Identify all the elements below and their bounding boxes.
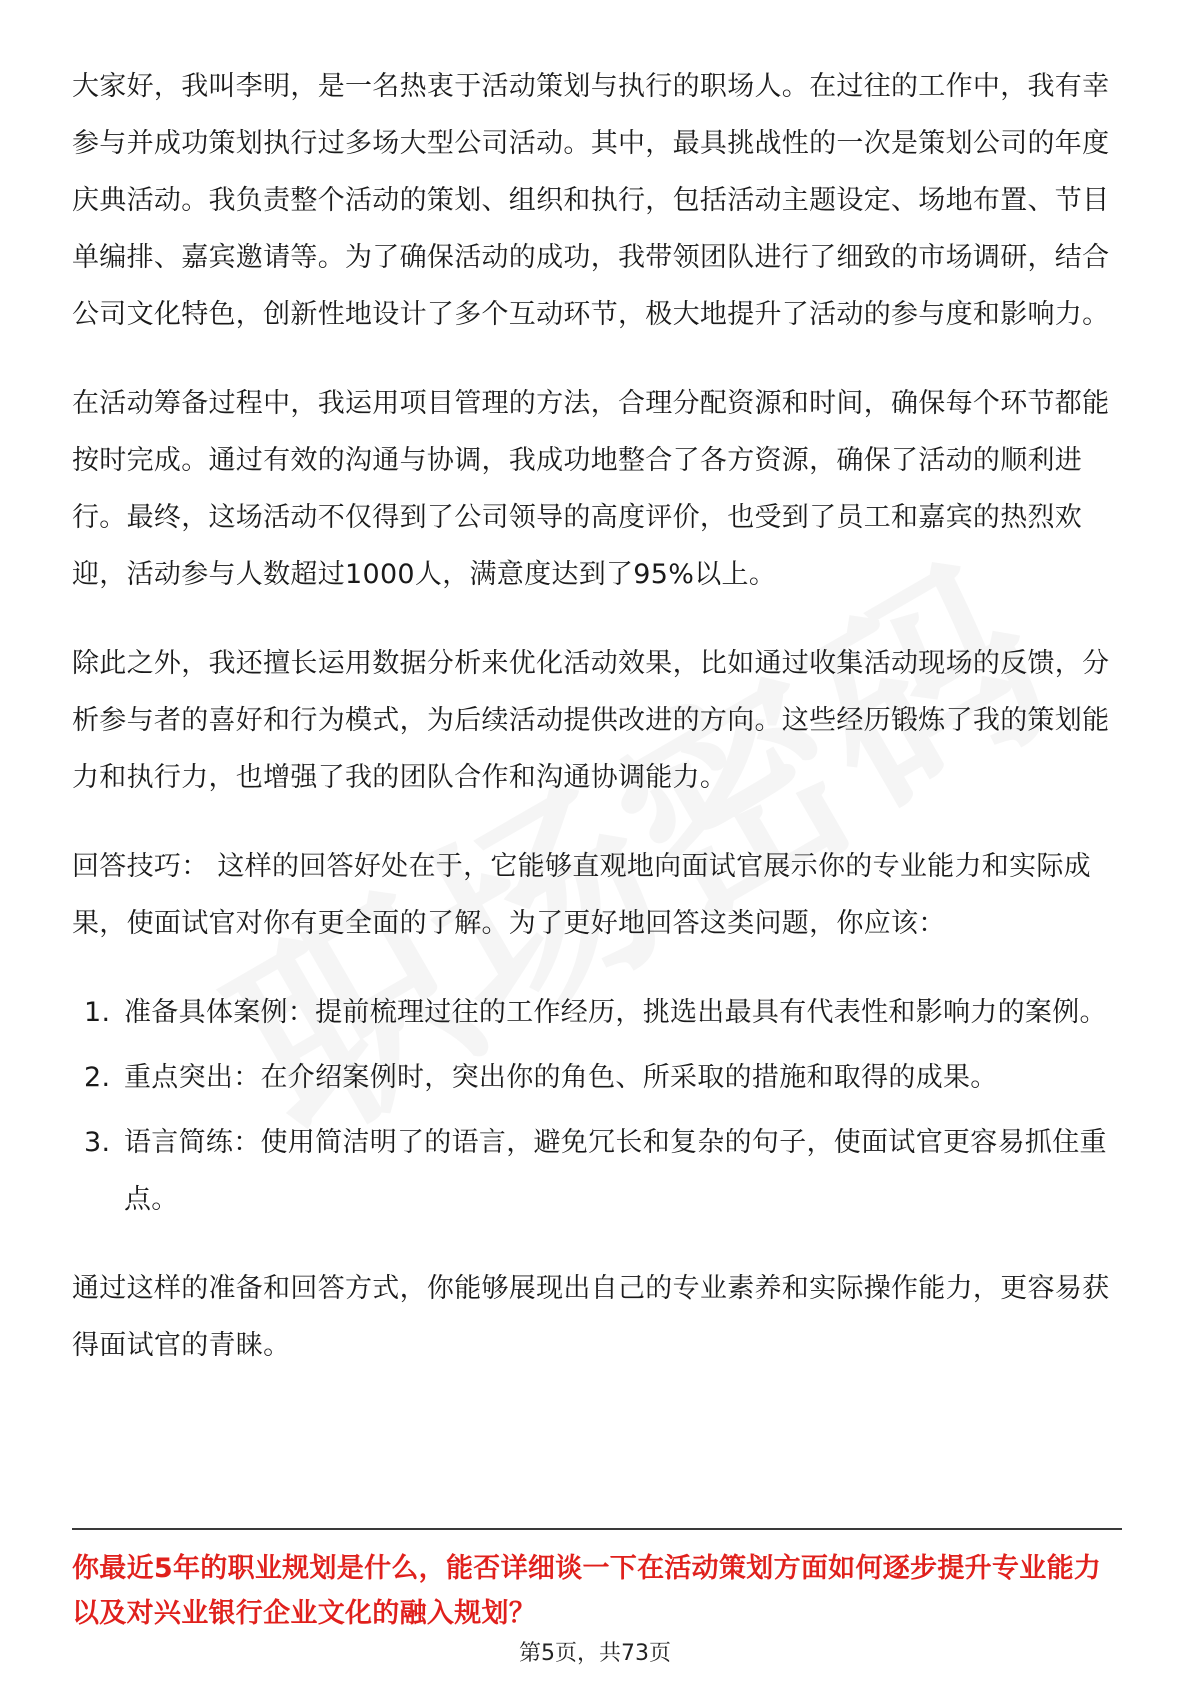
list-text: 语言简练：使用简洁明了的语言，避免冗长和复杂的句子，使面试官更容易抓住重点。 bbox=[124, 1127, 1107, 1215]
paragraph-tips: 回答技巧： 这样的回答好处在于，它能够直观地向面试官展示你的专业能力和实际成果，使面试官对你有更全面的了解。为了更好地回答这类问题，你应该： bbox=[72, 851, 1091, 939]
list-number: 1. bbox=[84, 997, 111, 1028]
list-number: 2. bbox=[84, 1062, 111, 1093]
answer-content bbox=[72, 58, 1122, 1406]
list-item bbox=[72, 984, 1122, 1041]
paragraph-closing: 通过这样的准备和回答方式，你能够展现出自己的专业素养和实际操作能力，更容易获得面试官的青睐。 bbox=[72, 1273, 1110, 1361]
list-item bbox=[72, 1049, 1122, 1106]
paragraph-extra: 除此之外，我还擅长运用数据分析来优化活动效果，比如通过收集活动现场的反馈，分析参与者的喜好和行为模式，为后续活动提供改进的方向。这些经历锻炼了我的策划能力和执行力，也增强了我的团队合作和沟通协调能力。 bbox=[72, 648, 1110, 793]
list-number: 3. bbox=[84, 1127, 111, 1158]
list-item bbox=[72, 1114, 1122, 1228]
section-divider bbox=[72, 1528, 1122, 1530]
list-text: 重点突出：在介绍案例时，突出你的角色、所采取的措施和取得的成果。 bbox=[124, 1062, 998, 1093]
tips-list bbox=[72, 984, 1122, 1228]
page-footer: 第5页，共73页 bbox=[519, 1641, 671, 1666]
list-text: 准备具体案例：提前梳理过往的工作经历，挑选出最具有代表性和影响力的案例。 bbox=[124, 997, 1107, 1028]
paragraph-intro: 大家好，我叫李明，是一名热衷于活动策划与执行的职场人。在过往的工作中，我有幸参与并成功策划执行过多场大型公司活动。其中，最具挑战性的一次是策划公司的年度庆典活动。我负责整个活动的策划、组织和执行，包括活动主题设定、场地布置、节目单编排、嘉宾邀请等。为了确保活动的成功，我带领团队进行了细致的市场调研，结合公司文化特色，创新性地设计了多个互动环节，极大地提升了活动的参与度和影响力。 bbox=[72, 71, 1110, 330]
paragraph-process: 在活动筹备过程中，我运用项目管理的方法，合理分配资源和时间，确保每个环节都能按时完成。通过有效的沟通与协调，我成功地整合了各方资源，确保了活动的顺利进行。最终，这场活动不仅得到了公司领导的高度评价，也受到了员工和嘉宾的热烈欢迎，活动参与人数超过1000人，满意度达到了95%以上。 bbox=[72, 388, 1110, 590]
next-question-heading: 你最近5年的职业规划是什么，能否详细谈一下在活动策划方面如何逐步提升专业能力以及对兴业银行企业文化的融入规划？ bbox=[72, 1553, 1102, 1629]
